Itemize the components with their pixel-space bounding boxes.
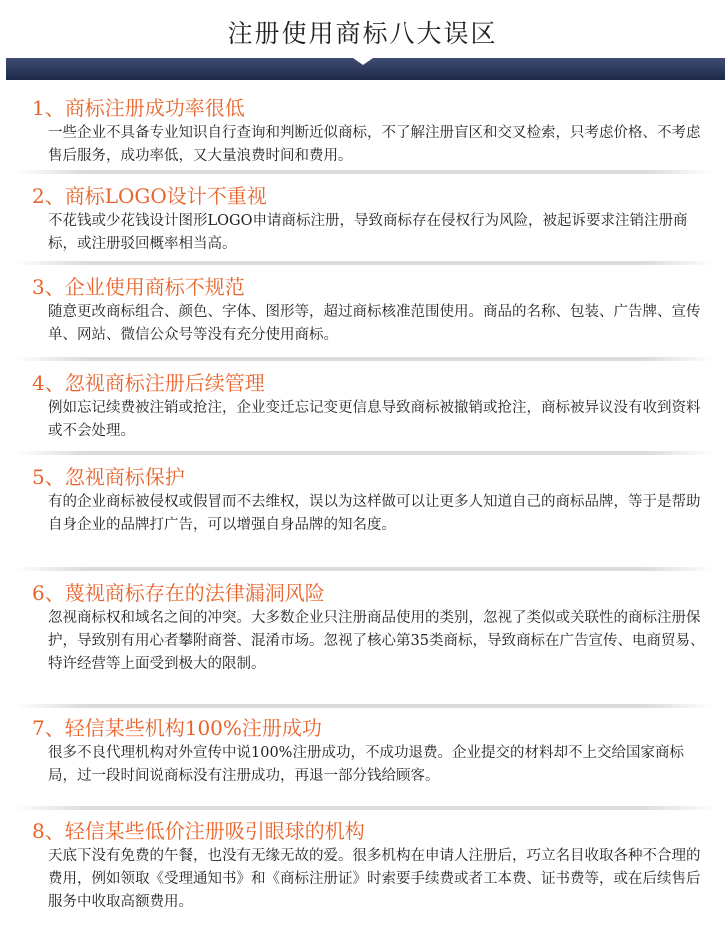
- section-title: 8、轻信某些低价注册吸引眼球的机构: [32, 819, 365, 843]
- section-title: 2、商标LOGO设计不重视: [32, 184, 267, 208]
- section-body: 随意更改商标组合、颜色、字体、图形等，超过商标核准范围使用。商品的名称、包装、广告牌、宣传单、网站、微信公众号等没有充分使用商标。: [48, 304, 701, 343]
- page-header: [0, 0, 725, 82]
- section-divider: [14, 806, 715, 810]
- section-divider: [14, 357, 715, 361]
- section-divider: [14, 170, 715, 174]
- section-title: 6、蔑视商标存在的法律漏洞风险: [32, 581, 325, 605]
- section-divider: [14, 567, 715, 571]
- section-body: 有的企业商标被侵权或假冒而不去维权，误以为这样做可以让更多人知道自己的商标品牌，等于是帮助自身企业的品牌打广告，可以增强自身品牌的知名度。: [48, 494, 701, 533]
- section-title: 5、忽视商标保护: [32, 465, 185, 489]
- section-body: 忽视商标权和域名之间的冲突。大多数企业只注册商品使用的类别，忽视了类似或关联性的商标注册保护，导致别有用心者攀附商誉、混淆市场。忽视了核心第35类商标，导致商标在广告宣传、电商贸易、特许经营等上面受到极大的限制。: [48, 610, 705, 672]
- section-title: 3、企业使用商标不规范: [32, 275, 245, 299]
- section-divider: [14, 451, 715, 455]
- section-title: 1、商标注册成功率很低: [32, 96, 245, 120]
- section-body: 天底下没有免费的午餐，也没有无缘无故的爱。很多机构在申请人注册后，巧立名目收取各种不合理的费用，例如领取《受理通知书》和《商标注册证》时索要手续费或者工本费、证书费等，或在后续售后服务中收取高额费用。: [48, 848, 701, 910]
- section-body: 很多不良代理机构对外宣传中说100%注册成功，不成功退费。企业提交的材料却不上交给国家商标局，过一段时间说商标没有注册成功，再退一部分钱给顾客。: [48, 745, 684, 784]
- section-divider: [14, 261, 715, 265]
- section-body: 不花钱或少花钱设计图形LOGO申请商标注册，导致商标存在侵权行为风险，被起诉要求注销注册商标，或注册驳回概率相当高。: [48, 213, 688, 252]
- header-notch: [353, 58, 373, 65]
- section-body: 一些企业不具备专业知识自行查询和判断近似商标，不了解注册盲区和交叉检索，只考虑价格、不考虑售后服务，成功率低，又大量浪费时间和费用。: [48, 125, 701, 164]
- section-divider: [14, 704, 715, 708]
- page-title: 注册使用商标八大误区: [227, 19, 498, 48]
- section-title: 4、忽视商标注册后续管理: [32, 371, 265, 395]
- section-title: 7、轻信某些机构100%注册成功: [32, 716, 322, 740]
- section-body: 例如忘记续费被注销或抢注，企业变迁忘记变更信息导致商标被撤销或抢注，商标被异议没有收到资料或不会处理。: [48, 400, 701, 439]
